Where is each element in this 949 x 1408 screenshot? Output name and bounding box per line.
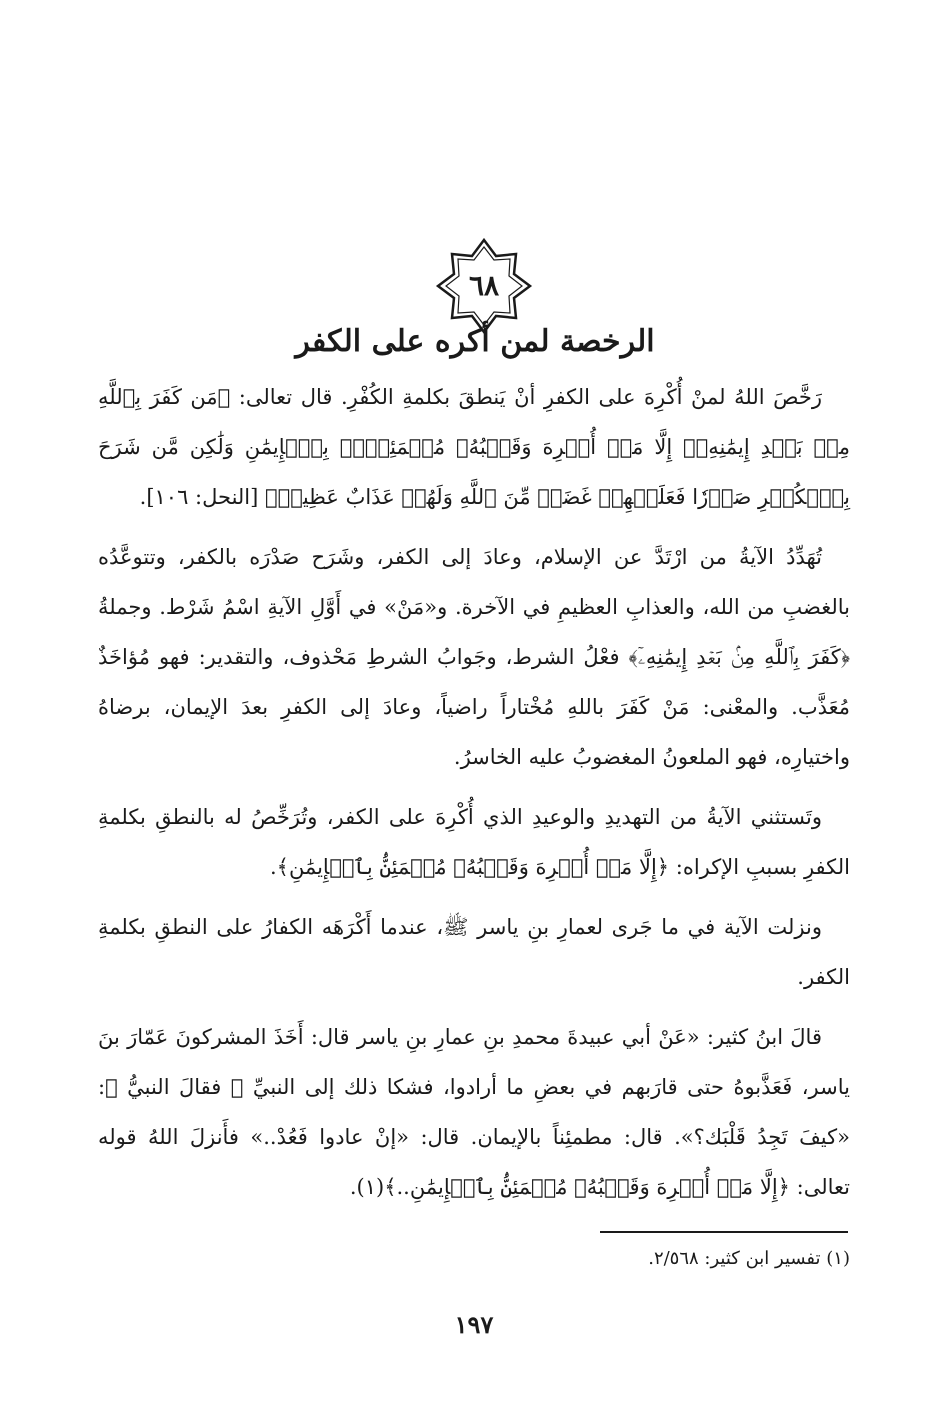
body-text [98, 372, 850, 1222]
chapter-number: ٦٨ [468, 269, 500, 302]
page-number: ١٩٧ [454, 1310, 494, 1339]
paragraph-intro: رَخَّصَ اللهُ لمنْ أُكْرِهَ على الكفرِ أنْ يَنطقَ بكلمةِ الكُفْرِ. قال تعالى: ﴿مَن كَفَرَ بِٱللَّهِ مِنۢ بَعۡدِ إِيمَٰنِهِۦٓ إِلَّا مَنۡ أُكۡرِهَ وَقَلۡبُهُۥ مُطۡمَئِنُّۢ بِٱلۡإِيمَٰنِ وَلَٰكِن مَّن شَرَحَ بِٱلۡكُفۡرِ صَدۡرٗا فَعَلَيۡهِمۡ غَضَبٞ مِّنَ ٱللَّهِ وَلَهُمۡ عَذَابٌ عَظِيمٞ﴾ [النحل: ١٠٦]. [98, 385, 850, 509]
footnote-divider [600, 1231, 848, 1233]
paragraph-exception: وتَستثني الآيةُ من التهديدِ والوعيدِ الذي أُكْرِهَ على الكفر، وتُرَخِّصُ له بالنطقِ بكلمةِ الكفرِ بسببِ الإكراه: ﴿إِلَّا مَنۡ أُكۡرِهَ وَقَلۡبُهُۥ مُطۡمَئِنُّۢ بِٱلۡإِيمَٰنِ﴾. [98, 805, 850, 879]
paragraph-revelation: ونزلت الآية في ما جَرى لعمارِ بنِ ياسر ﷺ، عندما أَكْرَهَه الكفارُ على النطقِ بكلمةِ الكفر. [98, 915, 850, 989]
paragraph-ibn-kathir-quote: قالَ ابنُ كثير: «عَنْ أبي عبيدةَ محمدِ بنِ عمارِ بنِ ياسر قال: أَخَذَ المشركونَ عَمّارَ بنَ ياسر، فَعَذَّبوهُ حتى قارَبهم في بعضِ ما أرادوا، فشكا ذلك إلى النبيِّ ﷺ فقالَ النبيُّ ﷺ: «كيفَ تَجِدُ قَلْبَك؟». قال: مطمئِناً بالإيمان. قال: «إنْ عادوا فَعُدْ..» فأَنزلَ اللهُ قوله تعالى: ﴿إِلَّا مَنۡ أُكۡرِهَ وَقَلۡبُهُۥ مُطۡمَئِنُّۢ بِٱلۡإِيمَٰنِ..﴾(١). [98, 1025, 850, 1199]
footnote: (١) تفسير ابن كثير: ٢/٥٦٨. [648, 1248, 850, 1269]
paragraph-explanation: تُهَدِّدُ الآيةُ من ارْتَدَّ عن الإسلام، وعادَ إلى الكفر، وشَرَح صَدْرَه بالكفر، وتتوعَّدُه بالغضبِ من الله، والعذابِ العظيمِ في الآخرة. و«مَنْ» في أَوَّلِ الآيةِ اسْمُ شَرْط. وجملةُ ﴿كَفَرَ بِٱللَّهِ مِنۢ بَعۡدِ إِيمَٰنِهِۦٓ﴾ فعْلُ الشرط، وجَوابُ الشرطِ مَحْذوف، والتقدير: فهو مُؤاخَذٌ مُعَذَّب. والمعْنى: مَنْ كَفَرَ باللهِ مُخْتاراً راضياً، وعادَ إلى الكفرِ بعدَ الإيمان، برضاهُ واختيارِه، فهو الملعونُ المغضوبُ عليه الخاسرُ. [98, 545, 850, 769]
chapter-title: الرخصة لمن أكره على الكفر [295, 324, 655, 359]
